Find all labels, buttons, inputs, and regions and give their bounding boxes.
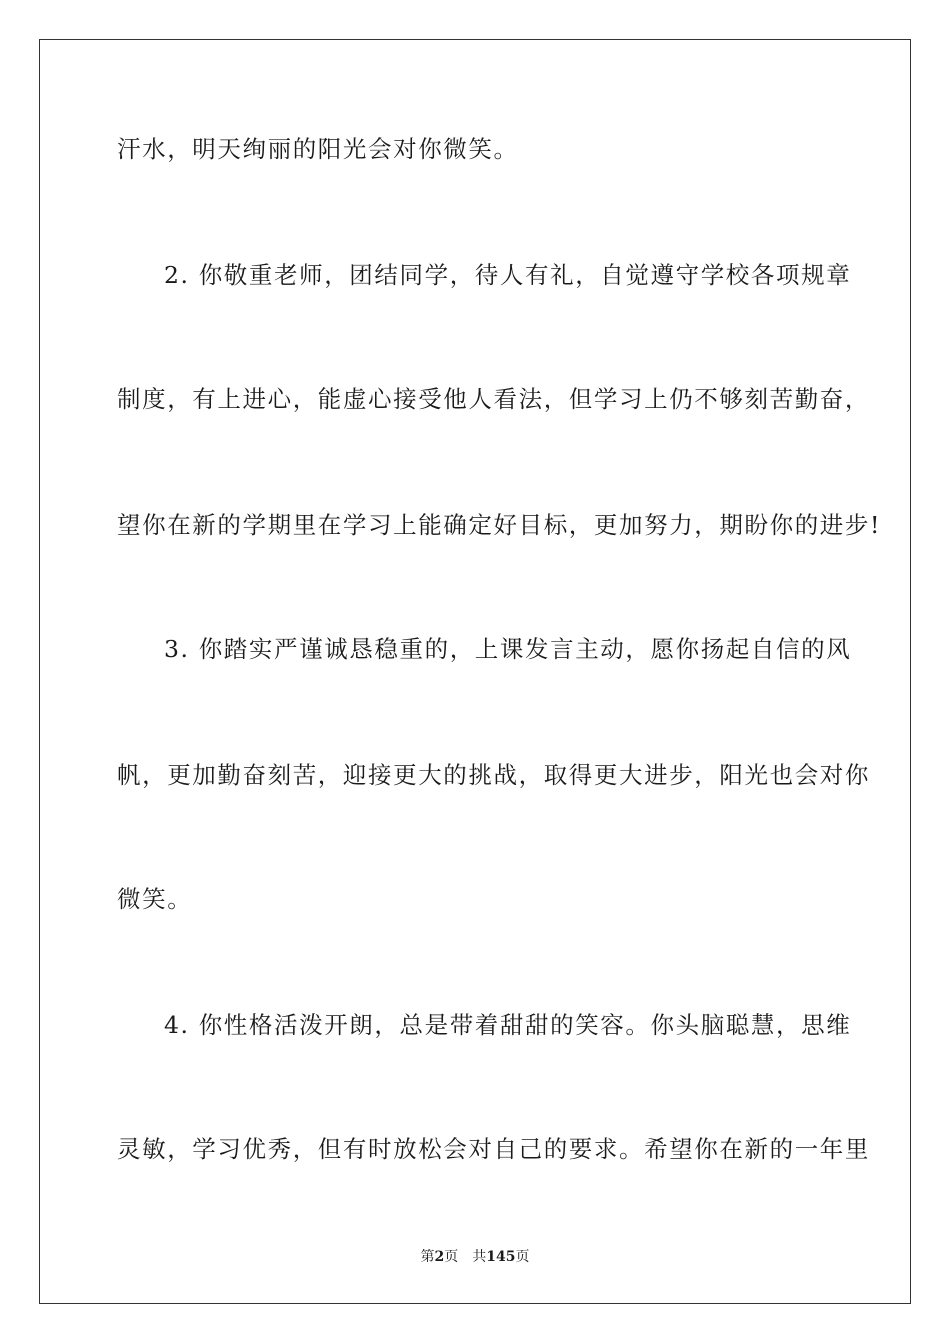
paragraph-line: 帆，更加勤奋刻苦，迎接更大的挑战，取得更大进步，阳光也会对你 xyxy=(117,761,870,789)
page-border xyxy=(39,39,911,1304)
page-footer xyxy=(0,1248,950,1266)
page-prefix: 第 xyxy=(420,1249,435,1265)
paragraph-line: 汗水，明天绚丽的阳光会对你微笑。 xyxy=(117,135,519,163)
paragraph-line: 4. 你性格活泼开朗，总是带着甜甜的笑容。你头脑聪慧，思维 xyxy=(164,1011,852,1039)
paragraph-line: 3. 你踏实严谨诚恳稳重的，上课发言主动，愿你扬起自信的风 xyxy=(164,635,852,663)
paragraph-line: 制度，有上进心，能虚心接受他人看法，但学习上仍不够刻苦勤奋， xyxy=(117,385,870,413)
total-pages: 145 xyxy=(486,1249,516,1265)
page-suffix: 页 xyxy=(444,1249,459,1265)
paragraph-line: 灵敏，学习优秀，但有时放松会对自己的要求。希望你在新的一年里 xyxy=(117,1135,870,1163)
paragraph-line: 2. 你敬重老师，团结同学，待人有礼，自觉遵守学校各项规章 xyxy=(164,261,852,289)
total-prefix: 共 xyxy=(472,1249,487,1265)
total-suffix: 页 xyxy=(515,1249,530,1265)
paragraph-line: 望你在新的学期里在学习上能确定好目标，更加努力，期盼你的进步! xyxy=(117,511,882,539)
page-number: 2 xyxy=(434,1249,445,1265)
paragraph-line: 微笑。 xyxy=(117,885,193,913)
